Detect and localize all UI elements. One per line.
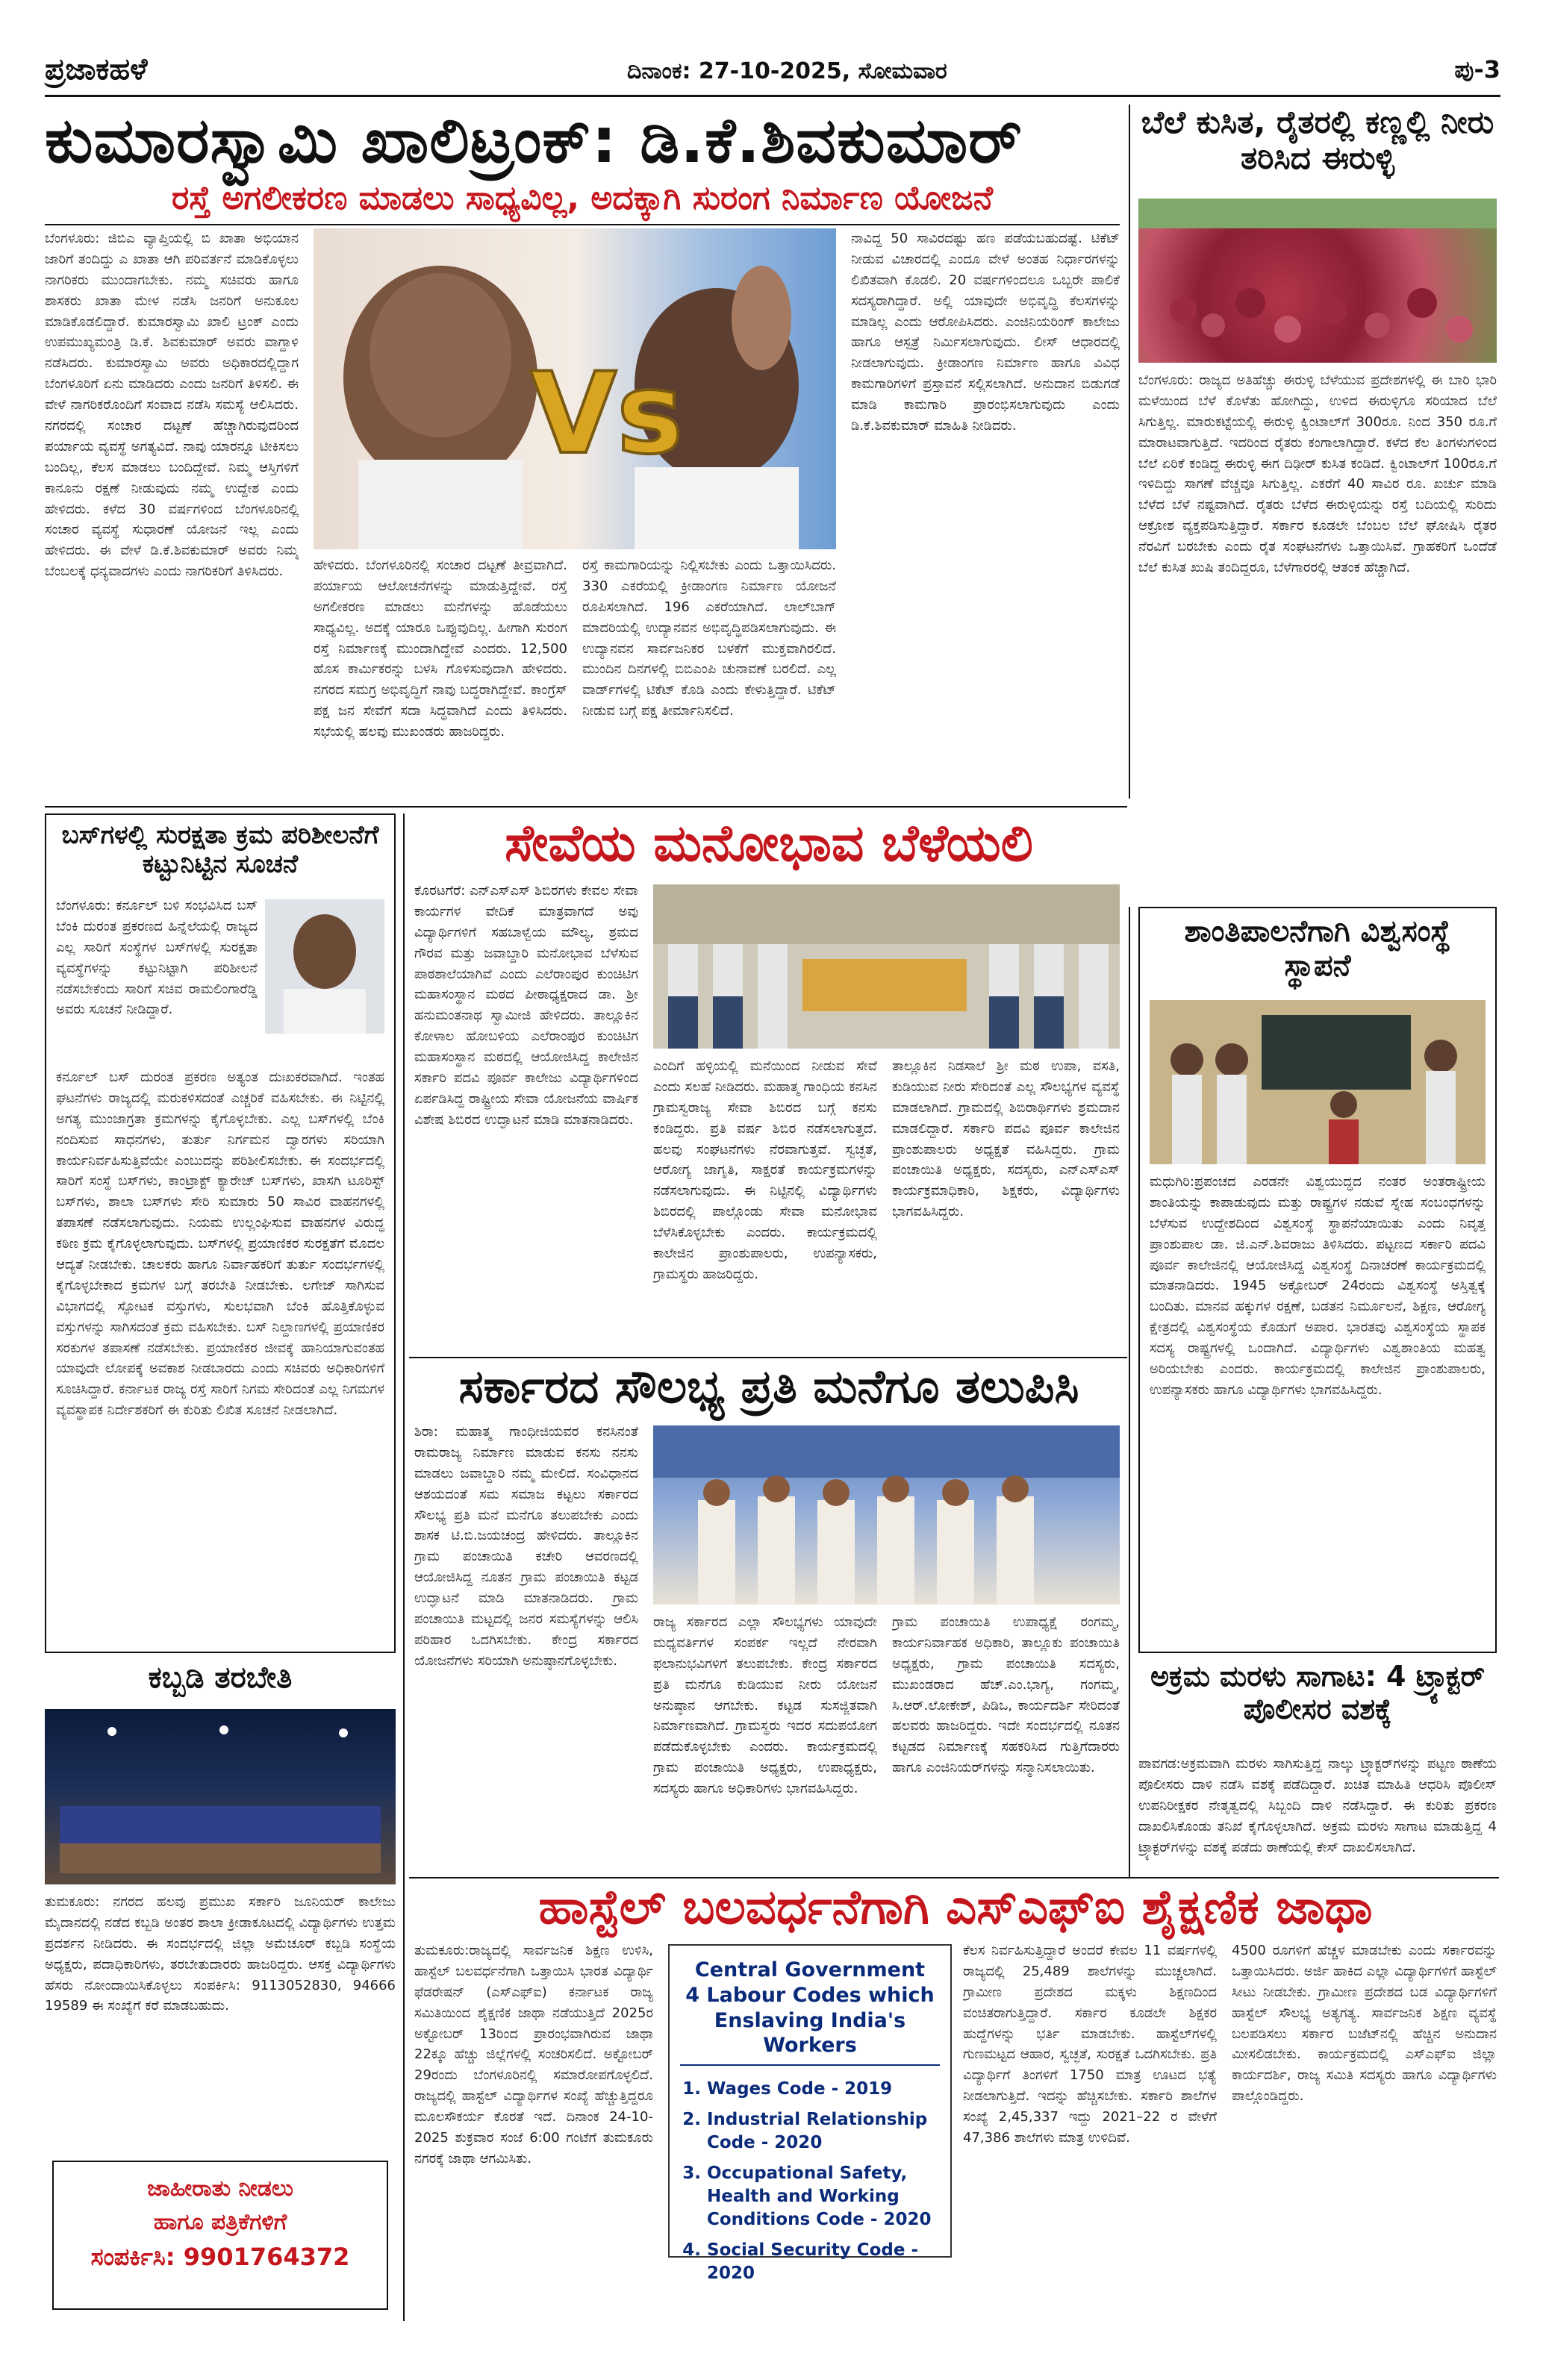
labour-codes-title-1: Central Government xyxy=(694,1958,926,1981)
sfi-column-3: ಕೆಲಸ ನಿರ್ವಹಿಸುತ್ತಿದ್ದಾರೆ ಅಂದರೆ ಕೇವಲ 11 ವರ್ಷಗಳಲ್ಲಿ ರಾಜ್ಯದಲ್ಲಿ 25,489 ಶಾಲೆಗಳನ್ನು ಮುಚ್ಚಲಾಗಿದೆ. ಗ್ರಾಮೀಣ ಪ್ರದೇಶದ ಮಕ್ಕಳು ಶಿಕ್ಷಣದಿಂದ ವಂಚಿತರಾಗುತ್ತಿದ್ದಾರೆ. ಸರ್ಕಾರ ಕೂಡಲೇ ಶಿಕ್ಷಕರ ಹುದ್ದೆಗಳನ್ನು ಭರ್ತಿ ಮಾಡಬೇಕು. ಹಾಸ್ಟೆಲ್‌ಗಳಲ್ಲಿ ಗುಣಮಟ್ಟದ ಆಹಾರ, ಸ್ವಚ್ಛತೆ, ಸುರಕ್ಷತೆ ಒದಗಿಸಬೇಕು. ಪ್ರತಿ ವಿದ್ಯಾರ್ಥಿಗೆ ತಿಂಗಳಿಗೆ 1750 ಮಾತ್ರ ಊಟದ ಭತ್ಯೆ ನೀಡಲಾಗುತ್ತಿದೆ. ಇದನ್ನು ಹೆಚ್ಚಿಸಬೇಕು. ಸರ್ಕಾರಿ ಶಾಲೆಗಳ ಸಂಖ್ಯೆ 2,45,337 ಇದ್ದು 2021–22 ರ ವೇಳೆಗೆ 47,386 ಶಾಲೆಗಳು ಮಾತ್ರ ಉಳಿದಿವೆ. xyxy=(963,1943,1217,2146)
labour-code-item: 2. Industrial Relationship Code - 2020 xyxy=(707,2108,940,2155)
govt-photo xyxy=(653,1425,1120,1605)
bus-body: ಕರ್ನೂಲ್ ಬಸ್ ದುರಂತ ಪ್ರಕರಣ ಅತ್ಯಂತ ದುಃಖಕರವಾಗಿದೆ. ಇಂತಹ ಘಟನೆಗಳು ರಾಜ್ಯದಲ್ಲಿ ಮರುಕಳಿಸದಂತೆ ಎಚ್ಚರಿಕೆ ವಹಿಸಬೇಕು. ಈ ನಿಟ್ಟಿನಲ್ಲಿ ಅಗತ್ಯ ಮುಂಜಾಗ್ರತಾ ಕ್ರಮಗಳನ್ನು ಕೈಗೊಳ್ಳಬೇಕು. ಎಲ್ಲ ಬಸ್‌ಗಳಲ್ಲಿ ಬೆಂಕಿ ನಂದಿಸುವ ಸಾಧನಗಳು, ತುರ್ತು ನಿರ್ಗಮನ ದ್ವಾರಗಳು ಸರಿಯಾಗಿ ಕಾರ್ಯನಿರ್ವಹಿಸುತ್ತಿವೆಯೇ ಎಂಬುದನ್ನು ಪರಿಶೀಲಿಸಬೇಕು. ಈ ಸಂದರ್ಭದಲ್ಲಿ ಸಾರಿಗೆ ಸಂಸ್ಥೆ ಬಸ್‌ಗಳು, ಕಾಂಟ್ರಾಕ್ಟ್ ಕ್ಯಾರೇಜ್ ಬಸ್‌ಗಳು, ಖಾಸಗಿ ಟೂರಿಸ್ಟ್ ಬಸ್‌ಗಳು, ಶಾಲಾ ಬಸ್‌ಗಳು ಸೇರಿ ಸುಮಾರು 50 ಸಾವಿರ ವಾಹನಗಳಲ್ಲಿ ತಪಾಸಣೆ ನಡೆಸಲಾಗುವುದು. ನಿಯಮ ಉಲ್ಲಂಘಿಸುವ ವಾಹನಗಳ ವಿರುದ್ಧ ಕಠಿಣ ಕ್ರಮ ಕೈಗೊಳ್ಳಲಾಗುವುದು. ಬಸ್‌ಗಳಲ್ಲಿ ಪ್ರಯಾಣಿಕರ ಸುರಕ್ಷತೆಗೆ ಮೊದಲ ಆದ್ಯತೆ ನೀಡಬೇಕು. ಚಾಲಕರು ಹಾಗೂ ನಿರ್ವಾಹಕರಿಗೆ ತುರ್ತು ಸಂದರ್ಭಗಳಲ್ಲಿ ಕೈಗೊಳ್ಳಬೇಕಾದ ಕ್ರಮಗಳ ಬಗ್ಗೆ ತರಬೇತಿ ನೀಡಬೇಕು. ಲಗೇಜ್ ಸಾಗಿಸುವ ವಿಭಾಗದಲ್ಲಿ ಸ್ಫೋಟಕ ವಸ್ತುಗಳು, ಸುಲಭವಾಗಿ ಬೆಂಕಿ ಹೊತ್ತಿಕೊಳ್ಳುವ ವಸ್ತುಗಳನ್ನು ಸಾಗಿಸದಂತೆ ಕ್ರಮ ವಹಿಸಬೇಕು. ಬಸ್ ನಿಲ್ದಾಣಗಳಲ್ಲಿ ಪ್ರಯಾಣಿಕರ ಸರಕುಗಳ ತಪಾಸಣೆ ನಡೆಸಬೇಕು. ಪ್ರಯಾಣಿಕರ ಜೀವಕ್ಕೆ ಹಾನಿಯಾಗುವಂತಹ ಯಾವುದೇ ಲೋಪಕ್ಕೆ ಅವಕಾಶ ನೀಡಬಾರದು ಎಂದು ಸಚಿವರು ಅಧಿಕಾರಿಗಳಿಗೆ ಸೂಚಿಸಿದ್ದಾರೆ. ಕರ್ನಾಟಕ ರಾಜ್ಯ ರಸ್ತೆ ಸಾರಿಗೆ ನಿಗಮ ಸೇರಿದಂತೆ ಎಲ್ಲ ನಿಗಮಗಳ ವ್ಯವಸ್ಥಾಪಕ ನಿರ್ದೇಶಕರಿಗೆ ಈ ಕುರಿತು ಲಿಖಿತ ಸೂಚನೆ ನೀಡಲಾಗಿದೆ. xyxy=(56,1069,384,1419)
bus-headline: ಬಸ್‌ಗಳಲ್ಲಿ ಸುರಕ್ಷತಾ ಕ್ರಮ ಪರಿಶೀಲನೆಗೆ ಕಟ್ಟುನಿಟ್ಟಿನ ಸೂಚನೆ xyxy=(61,820,379,880)
labour-code-item: 1. Wages Code - 2019 xyxy=(707,2078,940,2101)
sfi-column-4: 4500 ರೂಗಳಿಗೆ ಹೆಚ್ಚಳ ಮಾಡಬೇಕು ಎಂದು ಸರ್ಕಾರವನ್ನು ಒತ್ತಾಯಿಸಿದರು. ಅರ್ಜಿ ಹಾಕಿದ ಎಲ್ಲಾ ವಿದ್ಯಾರ್ಥಿಗಳಿಗೆ ಹಾಸ್ಟೆಲ್ ಸೀಟು ನೀಡಬೇಕು. ಗ್ರಾಮೀಣ ಪ್ರದೇಶದ ಬಡ ವಿದ್ಯಾರ್ಥಿಗಳಿಗೆ ಹಾಸ್ಟೆಲ್ ಸೌಲಭ್ಯ ಅತ್ಯಗತ್ಯ. ಸಾರ್ವಜನಿಕ ಶಿಕ್ಷಣ ವ್ಯವಸ್ಥೆ ಬಲಪಡಿಸಲು ಸರ್ಕಾರ ಬಜೆಟ್‌ನಲ್ಲಿ ಹೆಚ್ಚಿನ ಅನುದಾನ ಮೀಸಲಿಡಬೇಕು. ಕಾರ್ಯಕ್ರಮದಲ್ಲಿ ಎಸ್‌ಎಫ್‌ಐ ಜಿಲ್ಲಾ ಕಾರ್ಯದರ್ಶಿ, ರಾಜ್ಯ ಸಮಿತಿ ಸದಸ್ಯರು ಹಾಗೂ ವಿದ್ಯಾರ್ಥಿಗಳು ಪಾಲ್ಗೊಂಡಿದ್ದರು. xyxy=(1232,1943,1497,2105)
minister-photo xyxy=(265,899,384,1034)
newspaper-name: ಪ್ರಜಾಕಹಳೆ xyxy=(45,52,148,87)
lead-photo xyxy=(314,228,836,549)
tractor-body: ಪಾವಗಡ:ಅಕ್ರಮವಾಗಿ ಮರಳು ಸಾಗಿಸುತ್ತಿದ್ದ ನಾಲ್ಕು ಟ್ರ್ಯಾಕ್ಟರ್‌ಗಳನ್ನು ಪಟ್ಟಣ ಠಾಣೆಯ ಪೊಲೀಸರು ದಾಳಿ ನಡೆಸಿ ವಶಕ್ಕೆ ಪಡೆದಿದ್ದಾರೆ. ಖಚಿತ ಮಾಹಿತಿ ಆಧರಿಸಿ ಪೊಲೀಸ್ ಉಪನಿರೀಕ್ಷಕರ ನೇತೃತ್ವದಲ್ಲಿ ಸಿಬ್ಬಂದಿ ದಾಳಿ ನಡೆಸಿದ್ದಾರೆ. ಈ ಕುರಿತು ಪ್ರಕರಣ ದಾಖಲಿಸಿಕೊಂಡು ತನಿಖೆ ಕೈಗೊಳ್ಳಲಾಗಿದೆ. ಅಕ್ರಮ ಮರಳು ಸಾಗಾಟ ಮಾಡುತ್ತಿದ್ದ 4 ಟ್ರ್ಯಾಕ್ಟರ್‌ಗಳನ್ನು ವಶಕ್ಕೆ ಪಡೆದು ಠಾಣೆಯಲ್ಲಿ ಕೇಸ್ ದಾಖಲಿಸಲಾಗಿದೆ. xyxy=(1138,1756,1497,1855)
labour-codes-title-2: 4 Labour Codes which xyxy=(685,1983,935,2007)
govt-headline: ಸರ್ಕಾರದ ಸೌಲಭ್ಯ ಪ್ರತಿ ಮನೆಗೂ ತಲುಪಿಸಿ xyxy=(458,1359,1079,1414)
kabaddi-photo xyxy=(45,1709,396,1884)
govt-column-1: ಶಿರಾ: ಮಹಾತ್ಮ ಗಾಂಧೀಜಿಯವರ ಕನಸಿನಂತೆ ರಾಮರಾಜ್ಯ ನಿರ್ಮಾಣ ಮಾಡುವ ಕನಸು ನನಸು ಮಾಡಲು ಜವಾಬ್ದಾರಿ ನಮ್ಮ ಮೇಲಿದೆ. ಸಂವಿಧಾನದ ಆಶಯದಂತೆ ಸಮ ಸಮಾಜ ಕಟ್ಟಲು ಸರ್ಕಾರದ ಸೌಲಭ್ಯ ಪ್ರತಿ ಮನೆ ಮನೆಗೂ ತಲುಪಬೇಕು ಎಂದು ಶಾಸಕ ಟಿ.ಬಿ.ಜಯಚಂದ್ರ ಹೇಳಿದರು. ತಾಲ್ಲೂಕಿನ ಗ್ರಾಮ ಪಂಚಾಯಿತಿ ಕಚೇರಿ ಆವರಣದಲ್ಲಿ ಆಯೋಜಿಸಿದ್ದ ನೂತನ ಗ್ರಾಮ ಪಂಚಾಯಿತಿ ಕಟ್ಟಡ ಉದ್ಘಾಟನೆ ಮಾಡಿ ಮಾತನಾಡಿದರು. ಗ್ರಾಮ ಪಂಚಾಯಿತಿ ಮಟ್ಟದಲ್ಲಿ ಜನರ ಸಮಸ್ಯೆಗಳನ್ನು ಆಲಿಸಿ ಪರಿಹಾರ ಒದಗಿಸಬೇಕು. ಕೇಂದ್ರ ಸರ್ಕಾರದ ಯೋಜನೆಗಳು ಸರಿಯಾಗಿ ಅನುಷ್ಠಾನಗೊಳ್ಳಬೇಕು. xyxy=(414,1424,638,1669)
lead-column-2: ಹೇಳಿದರು. ಬೆಂಗಳೂರಿನಲ್ಲಿ ಸಂಚಾರ ದಟ್ಟಣೆ ತೀವ್ರವಾಗಿದೆ. ಪರ್ಯಾಯ ಆಲೋಚನೆಗಳನ್ನು ಮಾಡುತ್ತಿದ್ದೇವೆ. ರಸ್ತೆ ಅಗಲೀಕರಣ ಮಾಡಲು ಮನೆಗಳನ್ನು ಹೊಡೆಯಲು ಸಾಧ್ಯವಿಲ್ಲ. ಅದಕ್ಕೆ ಯಾರೂ ಒಪ್ಪುವುದಿಲ್ಲ. ಹೀಗಾಗಿ ಸುರಂಗ ರಸ್ತೆ ನಿರ್ಮಾಣಕ್ಕೆ ಮುಂದಾಗಿದ್ದೇವೆ ಎಂದರು. 12,500 ಹೊಸ ಕಾರ್ಮಿಕರನ್ನು ಬಳಸಿ ಗೊಳಿಸುವುದಾಗಿ ಹೇಳಿದರು. ನಗರದ ಸಮಗ್ರ ಅಭಿವೃದ್ಧಿಗೆ ನಾವು ಬದ್ಧರಾಗಿದ್ದೇವೆ. ಕಾಂಗ್ರೆಸ್ ಪಕ್ಷ ಜನ ಸೇವೆಗೆ ಸದಾ ಸಿದ್ಧವಾಗಿದೆ ಎಂದು ತಿಳಿಸಿದರು. ಸಭೆಯಲ್ಲಿ ಹಲವು ಮುಖಂಡರು ಹಾಜರಿದ್ದರು. xyxy=(314,557,567,740)
sfi-headline: ಹಾಸ್ಟೆಲ್ ಬಲವರ್ಧನೆಗಾಗಿ ಎಸ್‌ಎಫ್‌ಐ ಶೈಕ್ಷಣಿಕ ಜಾಥಾ xyxy=(538,1880,1373,1935)
govt-column-2: ರಾಜ್ಯ ಸರ್ಕಾರದ ಎಲ್ಲಾ ಸೌಲಭ್ಯಗಳು ಯಾವುದೇ ಮಧ್ಯವರ್ತಿಗಳ ಸಂಪರ್ಕ ಇಲ್ಲದೆ ನೇರವಾಗಿ ಫಲಾನುಭವಿಗಳಿಗೆ ತಲುಪಬೇಕು. ಕೇಂದ್ರ ಸರ್ಕಾರದ ಪ್ರತಿ ಮನೆಗೂ ಕುಡಿಯುವ ನೀರು ಯೋಜನೆ ಅನುಷ್ಠಾನ ಆಗಬೇಕು. ಕಟ್ಟಡ ಸುಸಜ್ಜಿತವಾಗಿ ನಿರ್ಮಾಣವಾಗಿದೆ. ಗ್ರಾಮಸ್ಥರು ಇದರ ಸದುಪಯೋಗ ಪಡೆದುಕೊಳ್ಳಬೇಕು ಎಂದರು. ಕಾರ್ಯಕ್ರಮದಲ್ಲಿ ಗ್ರಾಮ ಪಂಚಾಯಿತಿ ಅಧ್ಯಕ್ಷರು, ಉಪಾಧ್ಯಕ್ಷರು, ಸದಸ್ಯರು ಹಾಗೂ ಅಧಿಕಾರಿಗಳು ಭಾಗವಹಿಸಿದ್ದರು. xyxy=(653,1614,877,1797)
issue-date: ದಿನಾಂಕ: 27-10-2025, ಸೋಮವಾರ xyxy=(627,58,947,84)
service-column-1: ಕೊರಟಗೆರೆ: ಎನ್‌ಎಸ್‌ಎಸ್ ಶಿಬಿರಗಳು ಕೇವಲ ಸೇವಾ ಕಾರ್ಯಗಳ ವೇದಿಕೆ ಮಾತ್ರವಾಗದೆ ಅವು ವಿದ್ಯಾರ್ಥಿಗಳಿಗೆ ಸಹಬಾಳ್ವೆಯ ಮೌಲ್ಯ, ಶ್ರಮದ ಗೌರವ ಮತ್ತು ಜವಾಬ್ದಾರಿ ಮನೋಭಾವ ಬೆಳೆಸುವ ಪಾಠಶಾಲೆಯಾಗಿವೆ ಎಂದು ಎಲೆರಾಂಪುರ ಕುಂಚಿಟಿಗ ಮಹಾಸಂಸ್ಥಾನ ಮಠದ ಪೀಠಾಧ್ಯಕ್ಷರಾದ ಡಾ. ಶ್ರೀ ಹನುಮಂತನಾಥ ಸ್ವಾಮೀಜಿ ಹೇಳಿದರು. ತಾಲ್ಲೂಕಿನ ಕೋಳಾಲ ಹೋಬಳಿಯ ಎಲೆರಾಂಪುರ ಕುಂಚಿಟಿಗ ಮಹಾಸಂಸ್ಥಾನ ಮಠದಲ್ಲಿ ಆಯೋಜಿಸಿದ್ದ ಕಾಲೇಜಿನ ಸರ್ಕಾರಿ ಪದವಿ ಪೂರ್ವ ಕಾಲೇಜು ವಿದ್ಯಾರ್ಥಿಗಳಿಂದ ಏರ್ಪಡಿಸಿದ್ದ ರಾಷ್ಟ್ರೀಯ ಸೇವಾ ಯೋಜನೆಯ ವಾರ್ಷಿಕ ವಿಶೇಷ ಶಿಬಿರದ ಉದ್ಘಾಟನೆ ಮಾಡಿ ಮಾತನಾಡಿದರು. xyxy=(414,883,638,1128)
lead-subhead: ರಸ್ತೆ ಅಗಲೀಕರಣ ಮಾಡಲು ಸಾಧ್ಯವಿಲ್ಲ, ಅದಕ್ಕಾಗಿ ಸುರಂಗ ನಿರ್ಮಾಣ ಯೋಜನೆ xyxy=(172,179,993,217)
ad-line-2: ಹಾಗೂ ಪತ್ರಿಕೆಗಳಿಗೆ xyxy=(153,2209,287,2235)
labour-code-item: 3. Occupational Safety, Health and Working Conditions Code - 2020 xyxy=(707,2162,940,2231)
service-photo xyxy=(653,884,1120,1049)
lead-column-3: ರಸ್ತೆ ಕಾಮಗಾರಿಯನ್ನು ನಿಲ್ಲಿಸಬೇಕು ಎಂದು ಒತ್ತಾಯಿಸಿದರು. 330 ಎಕರೆಯಲ್ಲಿ ಕ್ರೀಡಾಂಗಣ ನಿರ್ಮಾಣ ಯೋಜನೆ ರೂಪಿಸಲಾಗಿದೆ. 196 ಎಕರೆಯಾಗಿದೆ. ಲಾಲ್‌ಬಾಗ್ ಮಾದರಿಯಲ್ಲಿ ಉದ್ಯಾನವನ ಅಭಿವೃದ್ಧಿಪಡಿಸಲಾಗುವುದು. ಈ ಉದ್ಯಾನವನ ಸಾರ್ವಜನಿಕರ ಬಳಕೆಗೆ ಮುಕ್ತವಾಗಿರಲಿದೆ. ಮುಂದಿನ ದಿನಗಳಲ್ಲಿ ಬಿಬಿಎಂಪಿ ಚುನಾವಣೆ ಬರಲಿದೆ. ಎಲ್ಲ ವಾರ್ಡ್‌ಗಳಲ್ಲಿ ಟಿಕೆಟ್ ಕೊಡಿ ಎಂದು ಕೇಳುತ್ತಿದ್ದಾರೆ. ಟಿಕೆಟ್ ನೀಡುವ ಬಗ್ಗೆ ಪಕ್ಷ ತೀರ್ಮಾನಿಸಲಿದೆ. xyxy=(582,557,836,719)
advertisement-box xyxy=(52,2161,388,2310)
peace-headline: ಶಾಂತಿಪಾಲನೆಗಾಗಿ ವಿಶ್ವಸಂಸ್ಥೆ ಸ್ಥಾಪನೆ xyxy=(1184,914,1451,983)
ad-line-3: ಸಂಪರ್ಕಿಸಿ: 9901764372 xyxy=(90,2243,350,2271)
labour-codes-box xyxy=(668,1944,952,2284)
sfi-column-1: ತುಮಕೂರು:ರಾಜ್ಯದಲ್ಲಿ ಸಾರ್ವಜನಿಕ ಶಿಕ್ಷಣ ಉಳಿಸಿ, ಹಾಸ್ಟೆಲ್ ಬಲವರ್ಧನೆಗಾಗಿ ಒತ್ತಾಯಿಸಿ ಭಾರತ ವಿದ್ಯಾರ್ಥಿ ಫೆಡರೇಷನ್ (ಎಸ್‌ಎಫ್‌ಐ) ಕರ್ನಾಟಕ ರಾಜ್ಯ ಸಮಿತಿಯಿಂದ ಶೈಕ್ಷಣಿಕ ಜಾಥಾ ನಡೆಯುತ್ತಿದೆ 2025ರ ಅಕ್ಟೋಬರ್ 13ರಿಂದ ಪ್ರಾರಂಭವಾಗಿರುವ ಜಾಥಾ 22ಕ್ಕೂ ಹೆಚ್ಚು ಜಿಲ್ಲೆಗಳಲ್ಲಿ ಸಂಚರಿಸಲಿದೆ. ಅಕ್ಟೋಬರ್ 29ರಂದು ಬೆಂಗಳೂರಿನಲ್ಲಿ ಸಮಾರೋಪಗೊಳ್ಳಲಿದೆ. ರಾಜ್ಯದಲ್ಲಿ ಹಾಸ್ಟೆಲ್ ವಿದ್ಯಾರ್ಥಿಗಳ ಸಂಖ್ಯೆ ಹೆಚ್ಚುತ್ತಿದ್ದರೂ ಮೂಲಸೌಕರ್ಯ ಕೊರತೆ ಇದೆ. ದಿನಾಂಕ 24-10-2025 ಶುಕ್ರವಾರ ಸಂಜೆ 6:00 ಗಂಟೆಗೆ ತುಮಕೂರು ನಗರಕ್ಕೆ ಜಾಥಾ ಆಗಮಿಸಿತು. xyxy=(414,1943,653,2167)
bus-intro: ಬೆಂಗಳೂರು: ಕರ್ನೂಲ್ ಬಳಿ ಸಂಭವಿಸಿದ ಬಸ್ ಬೆಂಕಿ ದುರಂತ ಪ್ರಕರಣದ ಹಿನ್ನೆಲೆಯಲ್ಲಿ ರಾಜ್ಯದ ಎಲ್ಲ ಸಾರಿಗೆ ಸಂಸ್ಥೆಗಳ ಬಸ್‌ಗಳಲ್ಲಿ ಸುರಕ್ಷತಾ ವ್ಯವಸ್ಥೆಗಳನ್ನು ಕಟ್ಟುನಿಟ್ಟಾಗಿ ಪರಿಶೀಲನೆ ನಡೆಸಬೇಕೆಂದು ಸಾರಿಗೆ ಸಚಿವ ರಾಮಲಿಂಗಾರೆಡ್ಡಿ ಅವರು ಸೂಚನೆ ನೀಡಿದ್ದಾರೆ. xyxy=(56,898,258,1018)
labour-code-item: 4. Social Security Code - 2020 xyxy=(707,2239,940,2285)
vs-graphic xyxy=(314,228,836,549)
page-number: ಪು-3 xyxy=(1454,55,1500,84)
service-column-2: ಎಂದಿಗೆ ಹಳ್ಳಿಯಲ್ಲಿ ಮನೆಯಿಂದ ನೀಡುವ ಸೇವೆ ಎಂದು ಸಲಹೆ ನೀಡಿದರು. ಮಹಾತ್ಮ ಗಾಂಧಿಯ ಕನಸಿನ ಗ್ರಾಮಸ್ವರಾಜ್ಯ ಸೇವಾ ಶಿಬಿರದ ಬಗ್ಗೆ ಕನಸು ಕಂಡಿದ್ದರು. ಪ್ರತಿ ವರ್ಷ ಶಿಬಿರ ನಡೆಸಲಾಗುತ್ತದೆ. ಹಲವು ಸಂಘಟನೆಗಳು ನೆರವಾಗುತ್ತವೆ. ಸ್ವಚ್ಛತೆ, ಆರೋಗ್ಯ ಜಾಗೃತಿ, ಸಾಕ್ಷರತೆ ಕಾರ್ಯಕ್ರಮಗಳನ್ನು ನಡೆಸಲಾಗುವುದು. ಈ ನಿಟ್ಟಿನಲ್ಲಿ ವಿದ್ಯಾರ್ಥಿಗಳು ಶಿಬಿರದಲ್ಲಿ ಪಾಲ್ಗೊಂಡು ಸೇವಾ ಮನೋಭಾವ ಬೆಳೆಸಿಕೊಳ್ಳಬೇಕು ಎಂದರು. ಕಾರ್ಯಕ್ರಮದಲ್ಲಿ ಕಾಲೇಜಿನ ಪ್ರಾಂಶುಪಾಲರು, ಉಪನ್ಯಾಸಕರು, ಗ್ರಾಮಸ್ಥರು ಹಾಜರಿದ್ದರು. xyxy=(653,1058,877,1282)
peace-body: ಮಧುಗಿರಿ:ಪ್ರಪಂಚದ ಎರಡನೇ ವಿಶ್ವಯುದ್ಧದ ನಂತರ ಅಂತರಾಷ್ಟ್ರೀಯ ಶಾಂತಿಯನ್ನು ಕಾಪಾಡುವುದು ಮತ್ತು ರಾಷ್ಟ್ರಗಳ ನಡುವೆ ಸ್ನೇಹ ಸಂಬಂಧಗಳನ್ನು ಬೆಳೆಸುವ ಉದ್ದೇಶದಿಂದ ವಿಶ್ವಸಂಸ್ಥೆ ಸ್ಥಾಪನೆಯಾಯಿತು ಎಂದು ನಿವೃತ್ತ ಪ್ರಾಂಶುಪಾಲ ಡಾ. ಜಿ.ಎನ್.ಶಿವರಾಜು ತಿಳಿಸಿದರು. ಪಟ್ಟಣದ ಸರ್ಕಾರಿ ಪದವಿ ಪೂರ್ವ ಕಾಲೇಜಿನಲ್ಲಿ ಆಯೋಜಿಸಿದ್ದ ವಿಶ್ವಸಂಸ್ಥೆ ದಿನಾಚರಣೆ ಕಾರ್ಯಕ್ರಮದಲ್ಲಿ ಮಾತನಾಡಿದರು. 1945 ಅಕ್ಟೋಬರ್ 24ರಂದು ವಿಶ್ವಸಂಸ್ಥೆ ಅಸ್ತಿತ್ವಕ್ಕೆ ಬಂದಿತು. ಮಾನವ ಹಕ್ಕುಗಳ ರಕ್ಷಣೆ, ಬಡತನ ನಿರ್ಮೂಲನೆ, ಶಿಕ್ಷಣ, ಆರೋಗ್ಯ ಕ್ಷೇತ್ರದಲ್ಲಿ ವಿಶ್ವಸಂಸ್ಥೆಯ ಕೊಡುಗೆ ಅಪಾರ. ಭಾರತವು ವಿಶ್ವಸಂಸ್ಥೆಯ ಸ್ಥಾಪಕ ಸದಸ್ಯ ರಾಷ್ಟ್ರಗಳಲ್ಲಿ ಒಂದಾಗಿದೆ. ವಿದ್ಯಾರ್ಥಿಗಳು ವಿಶ್ವಶಾಂತಿಯ ಮಹತ್ವ ಅರಿಯಬೇಕು ಎಂದರು. ಕಾರ್ಯಕ್ರಮದಲ್ಲಿ ಕಾಲೇಜಿನ ಪ್ರಾಂಶುಪಾಲರು, ಉಪನ್ಯಾಸಕರು ಹಾಗೂ ವಿದ್ಯಾರ್ಥಿಗಳು ಭಾಗವಹಿಸಿದ್ದರು. xyxy=(1150,1174,1486,1398)
tractor-headline: ಅಕ್ರಮ ಮರಳು ಸಾಗಾಟ: 4 ಟ್ರ್ಯಾಕ್ಟರ್ ಪೊಲೀಸರ ವಶಕ್ಕೆ xyxy=(1150,1660,1486,1725)
labour-codes-title-3: Enslaving India's Workers xyxy=(680,2008,940,2067)
service-column-3: ತಾಲ್ಲೂಕಿನ ನಿಡಸಾಲೆ ಶ್ರೀ ಮಠ ಉಪಾ, ವಸತಿ, ಕುಡಿಯುವ ನೀರು ಸೇರಿದಂತೆ ಎಲ್ಲ ಸೌಲಭ್ಯಗಳ ವ್ಯವಸ್ಥೆ ಮಾಡಲಾಗಿದೆ. ಗ್ರಾಮದಲ್ಲಿ ಶಿಬಿರಾರ್ಥಿಗಳು ಶ್ರಮದಾನ ಮಾಡಲಿದ್ದಾರೆ. ಸರ್ಕಾರಿ ಪದವಿ ಪೂರ್ವ ಕಾಲೇಜಿನ ಪ್ರಾಂಶುಪಾಲರು ಅಧ್ಯಕ್ಷತೆ ವಹಿಸಿದ್ದರು. ಗ್ರಾಮ ಪಂಚಾಯಿತಿ ಅಧ್ಯಕ್ಷರು, ಸದಸ್ಯರು, ಎನ್‌ಎಸ್‌ಎಸ್ ಕಾರ್ಯಕ್ರಮಾಧಿಕಾರಿ, ಶಿಕ್ಷಕರು, ವಿದ್ಯಾರ್ಥಿಗಳು ಭಾಗವಹಿಸಿದ್ದರು. xyxy=(892,1058,1120,1220)
ad-line-1: ಜಾಹೀರಾತು ನೀಡಲು xyxy=(147,2176,293,2202)
svg-text:Vs: Vs xyxy=(530,349,684,479)
peace-photo xyxy=(1150,1000,1486,1164)
onion-headline: ಬೆಲೆ ಕುಸಿತ, ರೈತರಲ್ಲಿ ಕಣ್ಣಲ್ಲಿ ನೀರು ತರಿಸಿದ ಈರುಳ್ಳಿ xyxy=(1141,104,1494,177)
kabaddi-headline: ಕಬ್ಬಡಿ ತರಬೇತಿ xyxy=(148,1661,293,1695)
masthead xyxy=(45,52,1500,97)
lead-column-4: ನಾವಿದ್ದ 50 ಸಾವಿರದಷ್ಟು ಹಣ ಪಡೆಯಬಹುದಷ್ಟೆ. ಟಿಕೆಟ್ ನೀಡುವ ವಿಚಾರದಲ್ಲಿ ಎಂದೂ ವೇಳೆ ಅಂತಹ ನಿರ್ಧಾರಗಳನ್ನು ಲಿಖಿತವಾಗಿ ಕೊಡಲಿ. 20 ವರ್ಷಗಳಿಂದಲೂ ಒಬ್ಬರೇ ಪಾಲಿಕೆ ಸದಸ್ಯರಾಗಿದ್ದಾರೆ. ಅಲ್ಲಿ ಯಾವುದೇ ಅಭಿವೃದ್ಧಿ ಕೆಲಸಗಳನ್ನು ಮಾಡಿಲ್ಲ ಎಂದು ಆರೋಪಿಸಿದರು. ಎಂಜಿನಿಯರಿಂಗ್ ಕಾಲೇಜು ಹಾಗೂ ಆಸ್ಪತ್ರೆ ನಿರ್ಮಿಸಲಾಗುವುದು. ಲೀಸ್ ಆಧಾರದಲ್ಲಿ ನೀಡಲಾಗುವುದು. ಕ್ರೀಡಾಂಗಣ ನಿರ್ಮಾಣ ಹಾಗೂ ವಿವಿಧ ಕಾಮಗಾರಿಗಳಿಗೆ ಪ್ರಸ್ತಾವನೆ ಸಲ್ಲಿಸಲಾಗಿದೆ. ಅನುದಾನ ಬಿಡುಗಡೆ ಮಾಡಿ ಕಾಮಗಾರಿ ಪ್ರಾರಂಭಿಸಲಾಗುವುದು ಎಂದು ಡಿ.ಕೆ.ಶಿವಕುಮಾರ್ ಮಾಹಿತಿ ನೀಡಿದರು. xyxy=(851,231,1120,434)
govt-column-3: ಗ್ರಾಮ ಪಂಚಾಯಿತಿ ಉಪಾಧ್ಯಕ್ಷೆ ರಂಗಮ್ಮ, ಕಾರ್ಯನಿರ್ವಾಹಕ ಅಧಿಕಾರಿ, ತಾಲ್ಲೂಕು ಪಂಚಾಯಿತಿ ಅಧ್ಯಕ್ಷರು, ಗ್ರಾಮ ಪಂಚಾಯಿತಿ ಸದಸ್ಯರು, ಮುಖಂಡರಾದ ಹೆಚ್.ಎಂ.ಭಾಗ್ಯ, ಗಂಗಮ್ಮ, ಸಿ.ಆರ್.ಲೋಕೇಶ್, ಪಿಡಿಒ, ಕಾರ್ಯದರ್ಶಿ ಸೇರಿದಂತೆ ಹಲವರು ಹಾಜರಿದ್ದರು. ಇದೇ ಸಂದರ್ಭದಲ್ಲಿ ನೂತನ ಕಟ್ಟಡದ ನಿರ್ಮಾಣಕ್ಕೆ ಸಹಕರಿಸಿದ ಗುತ್ತಿಗೆದಾರರು ಹಾಗೂ ಎಂಜಿನಿಯರ್‌ಗಳನ್ನು ಸನ್ಮಾನಿಸಲಾಯಿತು. xyxy=(892,1614,1120,1776)
onion-photo xyxy=(1138,199,1497,363)
service-headline: ಸೇವೆಯ ಮನೋಭಾವ ಬೆಳೆಯಲಿ xyxy=(505,814,1033,873)
onion-body: ಬೆಂಗಳೂರು: ರಾಜ್ಯದ ಅತಿಹೆಚ್ಚು ಈರುಳ್ಳಿ ಬೆಳೆಯುವ ಪ್ರದೇಶಗಳಲ್ಲಿ ಈ ಬಾರಿ ಭಾರಿ ಮಳೆಯಿಂದ ಬೆಳೆ ಕೊಳೆತು ಹೋಗಿದ್ದು, ಉಳಿದ ಈರುಳ್ಳಿಗೂ ಸರಿಯಾದ ಬೆಲೆ ಸಿಗುತ್ತಿಲ್ಲ. ಮಾರುಕಟ್ಟೆಯಲ್ಲಿ ಈರುಳ್ಳಿ ಕ್ವಿಂಟಾಲ್‌ಗೆ 300ರೂ. ನಿಂದ 350 ರೂ.ಗೆ ಮಾರಾಟವಾಗುತ್ತಿದೆ. ಇದರಿಂದ ರೈತರು ಕಂಗಾಲಾಗಿದ್ದಾರೆ. ಕಳೆದ ಕೆಲ ತಿಂಗಳುಗಳಿಂದ ಬೆಲೆ ಏರಿಕೆ ಕಂಡಿದ್ದ ಈರುಳ್ಳಿ ಈಗ ದಿಢೀರ್ ಕುಸಿತ ಕಂಡಿದೆ. ಕ್ವಿಂಟಾಲ್‌ಗೆ 100ರೂ.ಗೆ ಇಳಿದಿದ್ದು ಸಾಗಣೆ ವೆಚ್ಚವೂ ಸಿಗುತ್ತಿಲ್ಲ. ಎಕರೆಗೆ 40 ಸಾವಿರ ರೂ. ಖರ್ಚು ಮಾಡಿ ಬೆಳೆದ ಬೆಳೆ ನಷ್ಟವಾಗಿದೆ. ರೈತರು ಬೆಳೆದ ಈರುಳ್ಳಿಯನ್ನು ರಸ್ತೆ ಬದಿಯಲ್ಲಿ ಸುರಿದು ಆಕ್ರೋಶ ವ್ಯಕ್ತಪಡಿಸುತ್ತಿದ್ದಾರೆ. ಸರ್ಕಾರ ಕೂಡಲೇ ಬೆಂಬಲ ಬೆಲೆ ಘೋಷಿಸಿ ರೈತರ ನೆರವಿಗೆ ಬರಬೇಕು ಎಂದು ರೈತ ಸಂಘಟನೆಗಳು ಒತ್ತಾಯಿಸಿವೆ. ಗ್ರಾಹಕರಿಗೆ ಒಂದೆಡೆ ಬೆಲೆ ಕುಸಿತ ಖುಷಿ ತಂದಿದ್ದರೂ, ಬೆಳೆಗಾರರಲ್ಲಿ ಆತಂಕ ಹೆಚ್ಚಾಗಿದೆ. xyxy=(1138,372,1497,576)
lead-column-1: ಬೆಂಗಳೂರು: ಜಿಬಿಎ ವ್ಯಾಪ್ತಿಯಲ್ಲಿ ಬಿ ಖಾತಾ ಅಭಿಯಾನ ಜಾರಿಗೆ ತಂದಿದ್ದು ಎ ಖಾತಾ ಆಗಿ ಪರಿವರ್ತನೆ ಮಾಡಿಕೊಳ್ಳಲು ನಾಗರಿಕರು ಮುಂದಾಗಬೇಕು. ನಮ್ಮ ಸಚಿವರು ಹಾಗೂ ಶಾಸಕರು ಖಾತಾ ಮೇಳ ನಡೆಸಿ ಜನರಿಗೆ ಅನುಕೂಲ ಮಾಡಿಕೊಡಲಿದ್ದಾರೆ. ಕುಮಾರಸ್ವಾಮಿ ಖಾಲಿ ಟ್ರಂಕ್ ಎಂದು ಉಪಮುಖ್ಯಮಂತ್ರಿ ಡಿ.ಕೆ. ಶಿವಕುಮಾರ್ ಅವರು ವಾಗ್ದಾಳಿ ನಡೆಸಿದರು. ಕುಮಾರಸ್ವಾಮಿ ಅವರು ಅಧಿಕಾರದಲ್ಲಿದ್ದಾಗ ಬೆಂಗಳೂರಿಗೆ ಏನು ಮಾಡಿದರು ಎಂದು ಜನರಿಗೆ ತಿಳಿಸಲಿ. ಈ ವೇಳೆ ನಾಗರಿಕರೊಂದಿಗೆ ಸಂವಾದ ನಡೆಸಿ ಸಮಸ್ಯೆ ಆಲಿಸಿದರು. ನಗರದಲ್ಲಿ ಸಂಚಾರ ದಟ್ಟಣೆ ಹೆಚ್ಚಾಗಿರುವುದರಿಂದ ಪರ್ಯಾಯ ವ್ಯವಸ್ಥೆ ಅಗತ್ಯವಿದೆ. ನಾವು ಯಾರನ್ನೂ ಟೀಕಿಸಲು ಬಂದಿಲ್ಲ, ಕೆಲಸ ಮಾಡಲು ಬಂದಿದ್ದೇವೆ. ನಿಮ್ಮ ಆಸ್ತಿಗಳಿಗೆ ಕಾನೂನು ರಕ್ಷಣೆ ನೀಡುವುದು ನಮ್ಮ ಉದ್ದೇಶ ಎಂದು ಹೇಳಿದರು. ಕಳೆದ 30 ವರ್ಷಗಳಿಂದ ಬೆಂಗಳೂರಿನಲ್ಲಿ ಸಂಚಾರ ವ್ಯವಸ್ಥೆ ಸುಧಾರಣೆ ಯೋಜನೆ ಇಲ್ಲ ಎಂದು ಹೇಳಿದರು. ಈ ವೇಳೆ ಡಿ.ಕೆ.ಶಿವಕುಮಾರ್ ಅವರು ನಿಮ್ಮ ಬೆಂಬಲಕ್ಕೆ ಧನ್ಯವಾದಗಳು ಎಂದು ನಾಗರಿಕರಿಗೆ ತಿಳಿಸಿದರು. xyxy=(45,231,299,580)
labour-codes-list xyxy=(680,2078,940,2285)
lead-headline: ಕುಮಾರಸ್ವಾಮಿ ಖಾಲಿಟ್ರಂಕ್: ಡಿ.ಕೆ.ಶಿವಕುಮಾರ್ xyxy=(45,104,1023,177)
kabaddi-body: ತುಮಕೂರು: ನಗರದ ಹಲವು ಪ್ರಮುಖ ಸರ್ಕಾರಿ ಜೂನಿಯರ್ ಕಾಲೇಜು ಮೈದಾನದಲ್ಲಿ ನಡೆದ ಕಬ್ಬಡಿ ಅಂತರ ಶಾಲಾ ಕ್ರೀಡಾಕೂಟದಲ್ಲಿ ವಿದ್ಯಾರ್ಥಿಗಳು ಉತ್ತಮ ಪ್ರದರ್ಶನ ನೀಡಿದರು. ಈ ಸಂದರ್ಭದಲ್ಲಿ ಜಿಲ್ಲಾ ಅಮೆಚೂರ್ ಕಬ್ಬಡಿ ಸಂಸ್ಥೆಯ ಅಧ್ಯಕ್ಷರು, ಪದಾಧಿಕಾರಿಗಳು, ತರಬೇತುದಾರರು ಹಾಜರಿದ್ದರು. ಆಸಕ್ತ ವಿದ್ಯಾರ್ಥಿಗಳು ಹೆಸರು ನೋಂದಾಯಿಸಿಕೊಳ್ಳಲು ಸಂಪರ್ಕಿಸಿ: 9113052830, 94666 19589 ಈ ಸಂಖ್ಯೆಗೆ ಕರೆ ಮಾಡಬಹುದು. xyxy=(45,1894,396,2014)
